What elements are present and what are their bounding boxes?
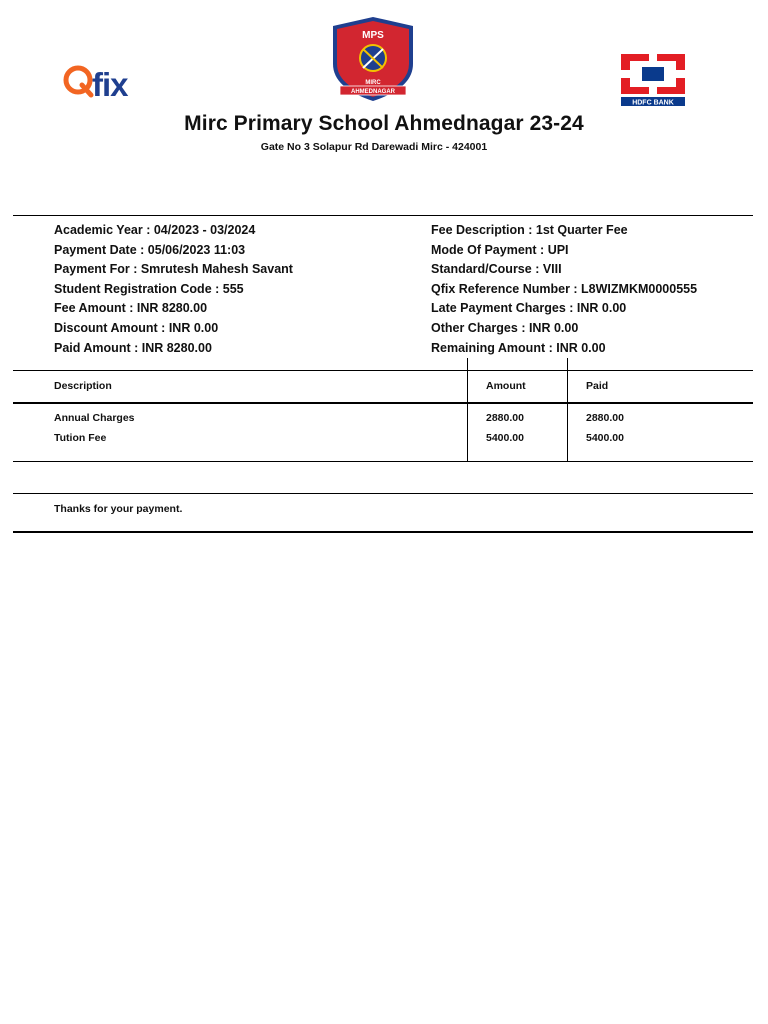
detail-row [54, 339, 293, 359]
detail-value: INR 0.00 [528, 320, 579, 335]
detail-separator: : [536, 242, 548, 257]
detail-label: Payment Date [54, 242, 137, 257]
detail-label: Fee Amount [54, 301, 126, 316]
detail-value: VIII [542, 262, 562, 277]
detail-label: Qfix Reference Number [431, 281, 570, 296]
school-name-title: Mirc Primary School Ahmednagar 23-24 [184, 112, 584, 135]
detail-value: INR 0.00 [168, 320, 219, 335]
hdfc-bank-logo [621, 54, 685, 106]
crest-top-text: MPS [362, 30, 384, 41]
detail-label: Fee Description [431, 223, 525, 237]
crest-bottom-text: AHMEDNAGAR [351, 89, 395, 95]
svg-text:fix: fix [92, 66, 128, 102]
divider [13, 493, 753, 494]
detail-row [54, 319, 293, 339]
detail-label: Academic Year [54, 223, 143, 237]
detail-label: Payment For [54, 262, 130, 277]
detail-label: Other Charges [431, 320, 518, 335]
detail-row [431, 260, 697, 280]
detail-separator: : [157, 320, 169, 335]
detail-value: UPI [547, 242, 569, 257]
detail-row [54, 260, 293, 280]
detail-separator: : [531, 262, 543, 277]
detail-row [54, 280, 293, 300]
detail-value: Smrutesh Mahesh Savant [140, 262, 293, 277]
detail-separator: : [125, 301, 137, 316]
table-bottom-border [13, 461, 753, 462]
detail-value: INR 0.00 [556, 340, 606, 355]
detail-separator: : [142, 223, 154, 237]
detail-separator: : [136, 242, 148, 257]
column-header-description: Description [54, 380, 112, 392]
detail-label: Discount Amount [54, 320, 158, 335]
detail-row [431, 241, 697, 261]
detail-label: Paid Amount [54, 340, 131, 355]
payment-details-left [54, 221, 293, 358]
detail-value: L8WIZMKM0000555 [581, 281, 698, 296]
detail-separator: : [129, 262, 141, 277]
amount-column [486, 408, 524, 448]
detail-row [431, 299, 697, 319]
detail-row [431, 280, 697, 300]
table-cell-paid: 2880.00 [586, 412, 624, 424]
detail-row [431, 319, 697, 339]
detail-label: Standard/Course [431, 262, 532, 277]
detail-value: INR 8280.00 [136, 301, 208, 316]
table-cell-amount: 5400.00 [486, 432, 524, 444]
school-crest-logo [330, 16, 416, 102]
detail-separator: : [524, 223, 536, 237]
detail-value: 1st Quarter Fee [535, 223, 628, 237]
table-column-divider [567, 358, 568, 462]
table-cell-paid: 5400.00 [586, 432, 624, 444]
detail-separator: : [517, 320, 529, 335]
table-header-border [13, 402, 753, 404]
detail-label: Late Payment Charges [431, 301, 566, 316]
detail-value: 05/06/2023 11:03 [147, 242, 246, 257]
divider [13, 215, 753, 216]
table-cell-description: Tution Fee [54, 432, 107, 444]
detail-label: Mode Of Payment [431, 242, 537, 257]
detail-separator: : [569, 281, 582, 296]
detail-value: 04/2023 - 03/2024 [153, 223, 256, 237]
detail-row [54, 241, 293, 261]
table-cell-description: Annual Charges [54, 412, 135, 424]
paid-column [586, 408, 624, 448]
column-header-amount: Amount [486, 380, 526, 392]
detail-separator: : [565, 301, 577, 316]
detail-value: INR 8280.00 [141, 340, 212, 355]
detail-value: INR 0.00 [576, 301, 627, 316]
table-column-divider [467, 358, 468, 462]
detail-label: Student Registration Code [54, 281, 212, 296]
description-column [54, 408, 135, 448]
detail-label: Remaining Amount [431, 340, 546, 355]
hdfc-logo-text: HDFC BANK [632, 99, 674, 106]
table-top-border [13, 370, 753, 371]
detail-row [54, 299, 293, 319]
detail-row [431, 221, 697, 241]
payment-details-right [431, 221, 697, 358]
table-cell-amount: 2880.00 [486, 412, 524, 424]
qfix-logo [62, 58, 142, 102]
thanks-message: Thanks for your payment. [54, 503, 183, 515]
divider [13, 531, 753, 533]
detail-row [431, 339, 697, 359]
detail-separator: : [130, 340, 142, 355]
detail-separator: : [545, 340, 557, 355]
column-header-paid: Paid [586, 380, 609, 392]
crest-middle-text: MIRC [365, 80, 381, 86]
detail-separator: : [211, 281, 223, 296]
school-address: Gate No 3 Solapur Rd Darewadi Mirc - 424001 [260, 141, 488, 153]
detail-value: 555 [222, 281, 244, 296]
detail-row [54, 221, 293, 241]
